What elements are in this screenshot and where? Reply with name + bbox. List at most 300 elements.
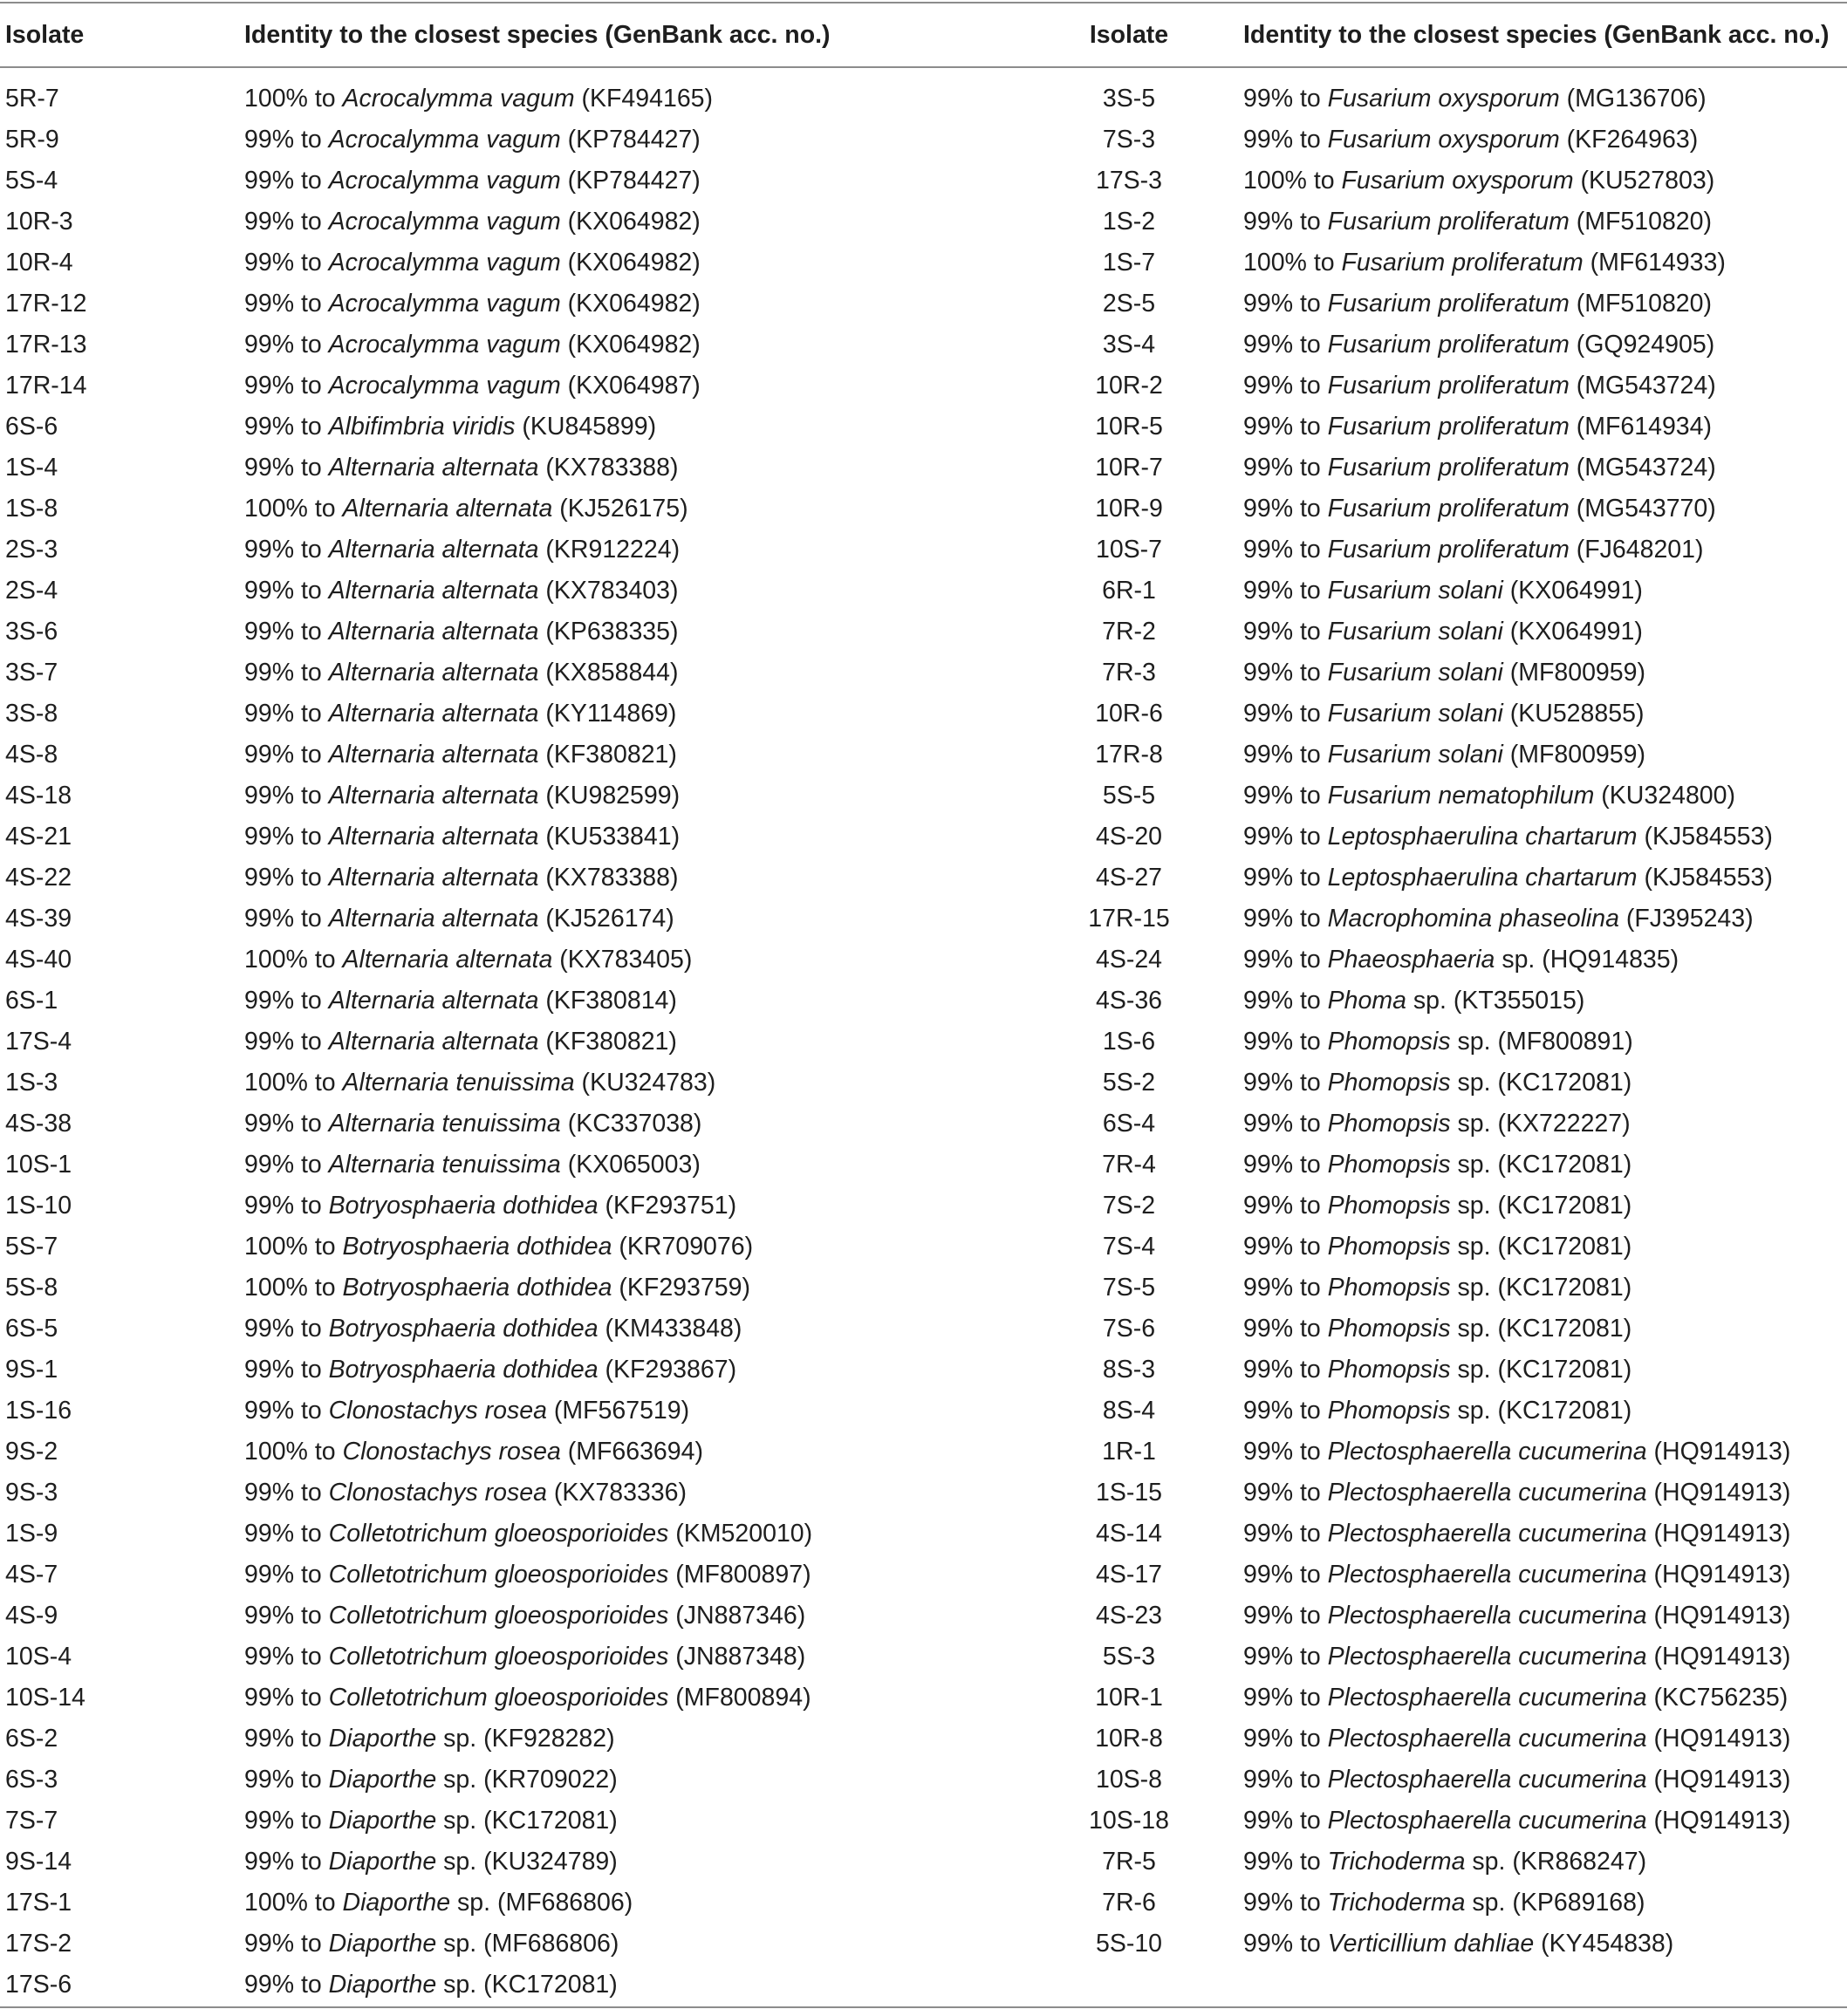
isolate-cell: 2S-3: [5, 536, 58, 564]
isolate-cell: 4S-24: [1095, 946, 1163, 974]
genbank-accession: KP638335: [553, 618, 671, 646]
species-name: Phaeosphaeria: [1327, 946, 1495, 974]
identity-cell: 99% to Diaporthe sp. (KF928282): [244, 1725, 615, 1753]
genbank-accession: KP784427: [576, 126, 693, 154]
species-suffix: sp.: [1465, 1848, 1506, 1876]
species-suffix: sp.: [436, 1725, 477, 1753]
table-row: [0, 489, 1847, 530]
species-name: Alternaria alternata: [328, 864, 539, 892]
isolate-cell: 1S-3: [5, 1069, 58, 1097]
identity-cell: 99% to Colletotrichum gloeosporioides (JN887346): [244, 1602, 806, 1630]
isolate-cell: 7S-6: [1102, 1315, 1156, 1343]
identity-percent: 99%: [1243, 1438, 1294, 1466]
species-suffix: sp.: [436, 1766, 477, 1794]
identity-cell: 99% to Alternaria alternata (KF380821): [244, 1028, 677, 1056]
genbank-accession: KT355015: [1461, 987, 1577, 1015]
genbank-accession: HQ914913: [1662, 1602, 1782, 1630]
empty-cell: [1243, 1965, 1847, 2006]
table-row: [0, 1924, 1847, 1965]
identity-cell: 99% to Verticillium dahliae (KY454838): [1243, 1930, 1674, 1958]
species-name: Alternaria alternata: [328, 782, 539, 810]
table-row: [0, 571, 1847, 612]
identity-cell: 99% to Alternaria alternata (KU982599): [244, 782, 681, 810]
isolate-cell: 17R-8: [1095, 741, 1163, 769]
identity-cell: 99% to Alternaria alternata (KF380821): [244, 741, 677, 769]
species-name: Fusarium proliferatum: [1327, 413, 1570, 441]
genbank-accession: MF510820: [1584, 208, 1704, 236]
identity-cell: 99% to Plectosphaerella cucumerina (HQ914913): [1243, 1479, 1791, 1507]
species-name: Leptosphaerulina chartarum: [1327, 864, 1638, 892]
isolate-cell: 6S-2: [5, 1725, 58, 1753]
species-suffix: sp.: [1450, 1315, 1491, 1343]
isolate-cell: 17R-14: [5, 372, 87, 400]
species-name: Fusarium oxysporum: [1327, 126, 1560, 154]
identity-percent: 99%: [244, 864, 295, 892]
identity-cell: 99% to Plectosphaerella cucumerina (HQ914913): [1243, 1438, 1791, 1466]
species-suffix: sp.: [436, 1930, 477, 1958]
species-name: Clonostachys rosea: [328, 1397, 547, 1425]
species-name: Fusarium proliferatum: [1327, 290, 1570, 318]
identity-percent: 99%: [244, 1315, 295, 1343]
identity-percent: 99%: [244, 1602, 295, 1630]
species-name: Plectosphaerella cucumerina: [1327, 1479, 1647, 1507]
species-name: Fusarium proliferatum: [1327, 536, 1570, 564]
species-name: Plectosphaerella cucumerina: [1327, 1561, 1647, 1589]
species-name: Alternaria tenuissima: [328, 1110, 561, 1138]
identity-percent: 99%: [1243, 1766, 1294, 1794]
genbank-accession: KM520010: [683, 1520, 804, 1548]
table-row: [0, 940, 1847, 981]
isolate-cell: 10R-4: [5, 249, 73, 277]
identity-percent: 100%: [1243, 167, 1307, 195]
table-row: [0, 448, 1847, 489]
identity-percent: 99%: [1243, 372, 1294, 400]
identity-percent: 99%: [1243, 1479, 1294, 1507]
identity-cell: 99% to Fusarium solani (KU528855): [1243, 700, 1645, 728]
identity-cell: 99% to Phomopsis sp. (KC172081): [1243, 1397, 1632, 1425]
identity-percent: 99%: [1243, 1356, 1294, 1384]
isolate-cell: 5R-7: [5, 85, 59, 113]
genbank-accession: KF293759: [626, 1274, 742, 1302]
identity-cell: 99% to Botryosphaeria dothidea (KF293867): [244, 1356, 737, 1384]
genbank-accession: KC172081: [1506, 1274, 1624, 1302]
species-suffix: sp.: [436, 1971, 477, 1999]
identity-percent: 99%: [244, 700, 295, 728]
identity-cell: 99% to Trichoderma sp. (KP689168): [1243, 1889, 1645, 1917]
identity-percent: 99%: [1243, 1684, 1294, 1712]
table-row: [0, 1842, 1847, 1883]
isolate-cell: 7R-5: [1102, 1848, 1156, 1876]
identity-percent: 99%: [1243, 1397, 1294, 1425]
identity-cell: 99% to Fusarium proliferatum (FJ648201): [1243, 536, 1704, 564]
species-name: Alternaria tenuissima: [328, 1151, 561, 1179]
isolate-cell: 5S-3: [1102, 1643, 1156, 1671]
species-name: Fusarium proliferatum: [1327, 208, 1570, 236]
genbank-accession: KU527803: [1589, 167, 1707, 195]
species-name: Phomopsis: [1327, 1315, 1451, 1343]
identity-cell: 99% to Leptosphaerulina chartarum (KJ584553): [1243, 823, 1773, 851]
identity-cell: 99% to Fusarium oxysporum (MG136706): [1243, 85, 1707, 113]
identity-percent: 99%: [244, 618, 295, 646]
genbank-accession: KF264963: [1575, 126, 1690, 154]
isolate-cell: 17S-3: [1095, 167, 1163, 195]
identity-cell: 100% to Botryosphaeria dothidea (KR709076): [244, 1233, 754, 1261]
identity-percent: 99%: [244, 1561, 295, 1589]
identity-cell: 99% to Phomopsis sp. (KC172081): [1243, 1192, 1632, 1220]
isolate-cell: 10R-7: [1095, 454, 1163, 482]
species-name: Diaporthe: [328, 1807, 437, 1835]
identity-percent: 99%: [244, 208, 295, 236]
isolate-column-header: Isolate: [5, 20, 85, 49]
isolate-cell: 1S-6: [1102, 1028, 1156, 1056]
identity-percent: 99%: [1243, 126, 1294, 154]
genbank-accession: KC756235: [1662, 1684, 1780, 1712]
isolate-cell: 7R-3: [1102, 659, 1156, 687]
isolate-cell: 10R-8: [1095, 1725, 1163, 1753]
species-suffix: sp.: [1450, 1069, 1491, 1097]
identity-cell: 99% to Fusarium solani (MF800959): [1243, 659, 1645, 687]
isolate-cell: 6S-6: [5, 413, 58, 441]
identity-cell: 99% to Plectosphaerella cucumerina (HQ914913): [1243, 1520, 1791, 1548]
isolate-cell: 17R-15: [1088, 905, 1170, 933]
species-name: Fusarium proliferatum: [1327, 331, 1570, 359]
identity-percent: 99%: [244, 1684, 295, 1712]
identity-cell: 99% to Plectosphaerella cucumerina (HQ914913): [1243, 1725, 1791, 1753]
table-bottom-rule: [0, 2006, 1847, 2008]
identity-cell: 99% to Diaporthe sp. (KU324789): [244, 1848, 618, 1876]
identity-percent: 99%: [1243, 85, 1294, 113]
table-row: [0, 407, 1847, 448]
table-row: [0, 653, 1847, 694]
species-name: Diaporthe: [328, 1766, 437, 1794]
species-name: Plectosphaerella cucumerina: [1327, 1725, 1647, 1753]
species-name: Plectosphaerella cucumerina: [1327, 1684, 1647, 1712]
species-name: Phomopsis: [1327, 1069, 1451, 1097]
identity-cell: 99% to Phaeosphaeria sp. (HQ914835): [1243, 946, 1679, 974]
species-name: Diaporthe: [328, 1725, 437, 1753]
identity-cell: 99% to Alternaria alternata (KX858844): [244, 659, 679, 687]
isolate-cell: 10R-1: [1095, 1684, 1163, 1712]
identity-cell: 99% to Phomopsis sp. (KX722227): [1243, 1110, 1631, 1138]
identity-percent: 99%: [244, 1807, 295, 1835]
table-row: [0, 1678, 1847, 1719]
genbank-accession: MF800891: [1506, 1028, 1625, 1056]
identity-column-header-2: Identity to the closest species (GenBank acc. no.): [1243, 20, 1830, 49]
isolate-cell: 3S-5: [1102, 85, 1156, 113]
identity-cell: 100% to Diaporthe sp. (MF686806): [244, 1889, 633, 1917]
species-name: Botryosphaeria dothidea: [328, 1356, 599, 1384]
species-name: Macrophomina phaseolina: [1327, 905, 1619, 933]
identity-cell: 99% to Fusarium proliferatum (MF510820): [1243, 208, 1713, 236]
identity-percent: 99%: [244, 1971, 295, 1999]
isolate-cell: 6S-1: [5, 987, 58, 1015]
species-name: Botryosphaeria dothidea: [328, 1315, 599, 1343]
genbank-accession: KX064991: [1518, 618, 1635, 646]
table-row: [0, 612, 1847, 653]
identity-cell: 99% to Alternaria alternata (KX783388): [244, 454, 679, 482]
identity-column-header: Identity to the closest species (GenBank acc. no.): [244, 20, 831, 49]
identity-cell: 99% to Fusarium solani (KX064991): [1243, 618, 1643, 646]
table-row: [0, 1227, 1847, 1268]
identity-percent: 99%: [1243, 536, 1294, 564]
identity-cell: 99% to Fusarium oxysporum (KF264963): [1243, 126, 1699, 154]
species-name: Alternaria alternata: [342, 946, 553, 974]
species-name: Fusarium proliferatum: [1327, 372, 1570, 400]
identity-cell: 99% to Trichoderma sp. (KR868247): [1243, 1848, 1647, 1876]
identity-cell: 99% to Clonostachys rosea (KX783336): [244, 1479, 687, 1507]
isolate-cell: 7R-6: [1102, 1889, 1156, 1917]
identity-cell: 99% to Phomopsis sp. (KC172081): [1243, 1069, 1632, 1097]
isolate-cell: 9S-2: [5, 1438, 58, 1466]
species-name: Diaporthe: [328, 1848, 437, 1876]
isolate-cell: 10S-1: [5, 1151, 72, 1179]
genbank-accession: MF510820: [1584, 290, 1704, 318]
identity-percent: 99%: [1243, 1930, 1294, 1958]
isolate-cell: 1S-15: [1095, 1479, 1163, 1507]
species-suffix: sp.: [436, 1807, 477, 1835]
identity-percent: 99%: [1243, 700, 1294, 728]
genbank-accession: KJ526174: [553, 905, 667, 933]
isolate-cell: 1S-9: [5, 1520, 58, 1548]
genbank-accession: KX783388: [553, 454, 671, 482]
identity-percent: 100%: [244, 495, 308, 523]
isolate-cell: 7S-7: [5, 1807, 58, 1835]
species-suffix: sp.: [1450, 1356, 1491, 1384]
genbank-accession: HQ914913: [1662, 1438, 1782, 1466]
identity-percent: 99%: [244, 290, 295, 318]
genbank-accession: KR912224: [553, 536, 672, 564]
identity-percent: 99%: [244, 1479, 295, 1507]
species-name: Clonostachys rosea: [328, 1479, 547, 1507]
genbank-accession: KX064991: [1518, 577, 1635, 605]
genbank-accession: KC172081: [1506, 1151, 1624, 1179]
isolate-cell: 10S-8: [1095, 1766, 1163, 1794]
identity-percent: 99%: [244, 1028, 295, 1056]
table-row: [0, 735, 1847, 776]
isolate-identity-table: [0, 3, 1847, 2006]
identity-percent: 99%: [244, 905, 295, 933]
identity-percent: 99%: [244, 659, 295, 687]
identity-percent: 99%: [244, 1520, 295, 1548]
species-name: Fusarium proliferatum: [1327, 454, 1570, 482]
table-row: [0, 1186, 1847, 1227]
isolate-cell: 1S-16: [5, 1397, 72, 1425]
species-name: Alternaria alternata: [328, 577, 539, 605]
species-suffix: sp.: [1450, 1110, 1491, 1138]
table-row: [0, 776, 1847, 817]
identity-cell: 100% to Fusarium oxysporum (KU527803): [1243, 167, 1715, 195]
identity-cell: 99% to Phomopsis sp. (KC172081): [1243, 1151, 1632, 1179]
genbank-accession: KX064982: [576, 331, 693, 359]
isolate-cell: 2S-5: [1102, 290, 1156, 318]
genbank-accession: FJ648201: [1584, 536, 1696, 564]
genbank-accession: KX783405: [567, 946, 684, 974]
species-name: Clonostachys rosea: [342, 1438, 561, 1466]
table-row: [0, 1883, 1847, 1924]
species-name: Diaporthe: [328, 1971, 437, 1999]
species-name: Diaporthe: [342, 1889, 451, 1917]
isolate-cell: 5S-7: [5, 1233, 58, 1261]
genbank-accession: KC337038: [576, 1110, 694, 1138]
species-name: Acrocalymma vagum: [328, 167, 561, 195]
identity-cell: 99% to Acrocalymma vagum (KX064982): [244, 249, 701, 277]
identity-percent: 100%: [1243, 249, 1307, 277]
table-row: [0, 284, 1847, 325]
identity-percent: 99%: [1243, 1602, 1294, 1630]
species-suffix: sp.: [1465, 1889, 1506, 1917]
isolate-column-header-2: Isolate: [1089, 20, 1169, 49]
identity-cell: 99% to Fusarium proliferatum (MG543724): [1243, 372, 1716, 400]
identity-percent: 99%: [244, 741, 295, 769]
isolate-cell: 7S-5: [1102, 1274, 1156, 1302]
genbank-accession: MF686806: [505, 1889, 625, 1917]
species-name: Albifimbria viridis: [328, 413, 516, 441]
identity-percent: 99%: [1243, 1069, 1294, 1097]
identity-percent: 99%: [1243, 290, 1294, 318]
identity-cell: 100% to Fusarium proliferatum (MF614933): [1243, 249, 1726, 277]
identity-cell: 99% to Colletotrichum gloeosporioides (MF800894): [244, 1684, 811, 1712]
genbank-accession: MG543724: [1584, 454, 1708, 482]
identity-percent: 100%: [244, 1233, 308, 1261]
species-name: Colletotrichum gloeosporioides: [328, 1602, 669, 1630]
isolate-cell: 17S-1: [5, 1889, 72, 1917]
genbank-accession: KX064982: [576, 290, 693, 318]
identity-percent: 99%: [244, 167, 295, 195]
identity-percent: 99%: [1243, 1561, 1294, 1589]
isolate-cell: 7S-3: [1102, 126, 1156, 154]
species-name: Leptosphaerulina chartarum: [1327, 823, 1638, 851]
genbank-accession: KC172081: [1506, 1192, 1624, 1220]
isolate-cell: 4S-38: [5, 1110, 72, 1138]
identity-percent: 99%: [244, 1192, 295, 1220]
identity-cell: 99% to Fusarium solani (KX064991): [1243, 577, 1643, 605]
isolate-cell: 6R-1: [1102, 577, 1156, 605]
identity-cell: 99% to Colletotrichum gloeosporioides (JN887348): [244, 1643, 806, 1671]
species-name: Phomopsis: [1327, 1110, 1451, 1138]
isolate-cell: 5S-5: [1102, 782, 1156, 810]
species-name: Fusarium oxysporum: [1327, 85, 1560, 113]
identity-percent: 99%: [1243, 1028, 1294, 1056]
identity-cell: 100% to Botryosphaeria dothidea (KF293759): [244, 1274, 750, 1302]
identity-cell: 99% to Leptosphaerulina chartarum (KJ584553): [1243, 864, 1773, 892]
genbank-accession: MG543770: [1584, 495, 1708, 523]
genbank-accession: KJ526175: [567, 495, 681, 523]
identity-cell: 99% to Macrophomina phaseolina (FJ395243): [1243, 905, 1754, 933]
species-name: Alternaria tenuissima: [342, 1069, 575, 1097]
identity-percent: 99%: [244, 823, 295, 851]
identity-cell: 99% to Alternaria alternata (KU533841): [244, 823, 681, 851]
genbank-accession: HQ914913: [1662, 1520, 1782, 1548]
identity-percent: 99%: [244, 536, 295, 564]
genbank-accession: MF800894: [683, 1684, 804, 1712]
table-row: [0, 1432, 1847, 1473]
isolate-cell: 17R-13: [5, 331, 87, 359]
species-name: Colletotrichum gloeosporioides: [328, 1561, 669, 1589]
species-name: Trichoderma: [1327, 1848, 1466, 1876]
genbank-accession: KC172081: [1506, 1397, 1624, 1425]
identity-percent: 99%: [1243, 618, 1294, 646]
isolate-cell: 10R-6: [1095, 700, 1163, 728]
genbank-accession: KF380814: [553, 987, 669, 1015]
identity-cell: 99% to Acrocalymma vagum (KX064987): [244, 372, 701, 400]
genbank-accession: HQ914835: [1549, 946, 1671, 974]
genbank-accession: MG136706: [1575, 85, 1699, 113]
species-name: Fusarium nematophilum: [1327, 782, 1595, 810]
identity-percent: 99%: [1243, 987, 1294, 1015]
identity-cell: 99% to Fusarium proliferatum (MF510820): [1243, 290, 1713, 318]
isolate-cell: 4S-36: [1095, 987, 1163, 1015]
isolate-cell: 3S-8: [5, 700, 58, 728]
table-row: [0, 1719, 1847, 1760]
genbank-accession: MF800897: [683, 1561, 804, 1589]
isolate-cell: 4S-21: [5, 823, 72, 851]
species-name: Fusarium solani: [1327, 700, 1503, 728]
isolate-cell: 4S-20: [1095, 823, 1163, 851]
identity-percent: 100%: [244, 1069, 308, 1097]
species-suffix: sp.: [1450, 1233, 1491, 1261]
table-row: [0, 66, 1847, 120]
species-name: Fusarium proliferatum: [1341, 249, 1584, 277]
identity-percent: 99%: [244, 1356, 295, 1384]
genbank-accession: KX064982: [576, 249, 693, 277]
identity-cell: 99% to Phomopsis sp. (KC172081): [1243, 1233, 1632, 1261]
species-name: Colletotrichum gloeosporioides: [328, 1684, 669, 1712]
identity-percent: 99%: [1243, 495, 1294, 523]
table-row: [0, 981, 1847, 1022]
genbank-accession: KX783403: [553, 577, 671, 605]
identity-percent: 100%: [244, 946, 308, 974]
genbank-accession: KU982599: [553, 782, 672, 810]
genbank-accession: MF686806: [491, 1930, 611, 1958]
identity-cell: 99% to Fusarium proliferatum (MG543724): [1243, 454, 1716, 482]
isolate-cell: 3S-4: [1102, 331, 1156, 359]
species-name: Phoma: [1327, 987, 1406, 1015]
identity-percent: 99%: [244, 372, 295, 400]
identity-percent: 99%: [244, 331, 295, 359]
identity-cell: 99% to Phomopsis sp. (KC172081): [1243, 1315, 1632, 1343]
genbank-accession: KM433848: [613, 1315, 734, 1343]
identity-percent: 99%: [1243, 577, 1294, 605]
isolate-cell: 5S-4: [5, 167, 58, 195]
species-name: Phomopsis: [1327, 1151, 1451, 1179]
identity-percent: 99%: [1243, 864, 1294, 892]
species-name: Acrocalymma vagum: [328, 331, 561, 359]
isolate-cell: 10S-14: [5, 1684, 86, 1712]
identity-percent: 99%: [244, 1848, 295, 1876]
table-row: [0, 858, 1847, 899]
species-suffix: sp.: [1450, 1274, 1491, 1302]
identity-percent: 99%: [244, 413, 295, 441]
species-name: Botryosphaeria dothidea: [342, 1274, 612, 1302]
identity-cell: 99% to Acrocalymma vagum (KX064982): [244, 290, 701, 318]
identity-cell: 99% to Clonostachys rosea (MF567519): [244, 1397, 690, 1425]
genbank-accession: KU324789: [491, 1848, 610, 1876]
species-suffix: sp.: [1450, 1151, 1491, 1179]
species-name: Acrocalymma vagum: [342, 85, 575, 113]
identity-cell: 99% to Plectosphaerella cucumerina (HQ914913): [1243, 1643, 1791, 1671]
table-row: [0, 1350, 1847, 1391]
isolate-cell: 5S-10: [1095, 1930, 1163, 1958]
identity-cell: 99% to Colletotrichum gloeosporioides (MF800897): [244, 1561, 811, 1589]
table-row: [0, 694, 1847, 735]
isolate-cell: 4S-8: [5, 741, 58, 769]
table-row: [0, 120, 1847, 161]
table-row: [0, 1268, 1847, 1309]
isolate-cell: 6S-4: [1102, 1110, 1156, 1138]
isolate-cell: 10R-9: [1095, 495, 1163, 523]
species-name: Phomopsis: [1327, 1356, 1451, 1384]
identity-percent: 99%: [1243, 1151, 1294, 1179]
